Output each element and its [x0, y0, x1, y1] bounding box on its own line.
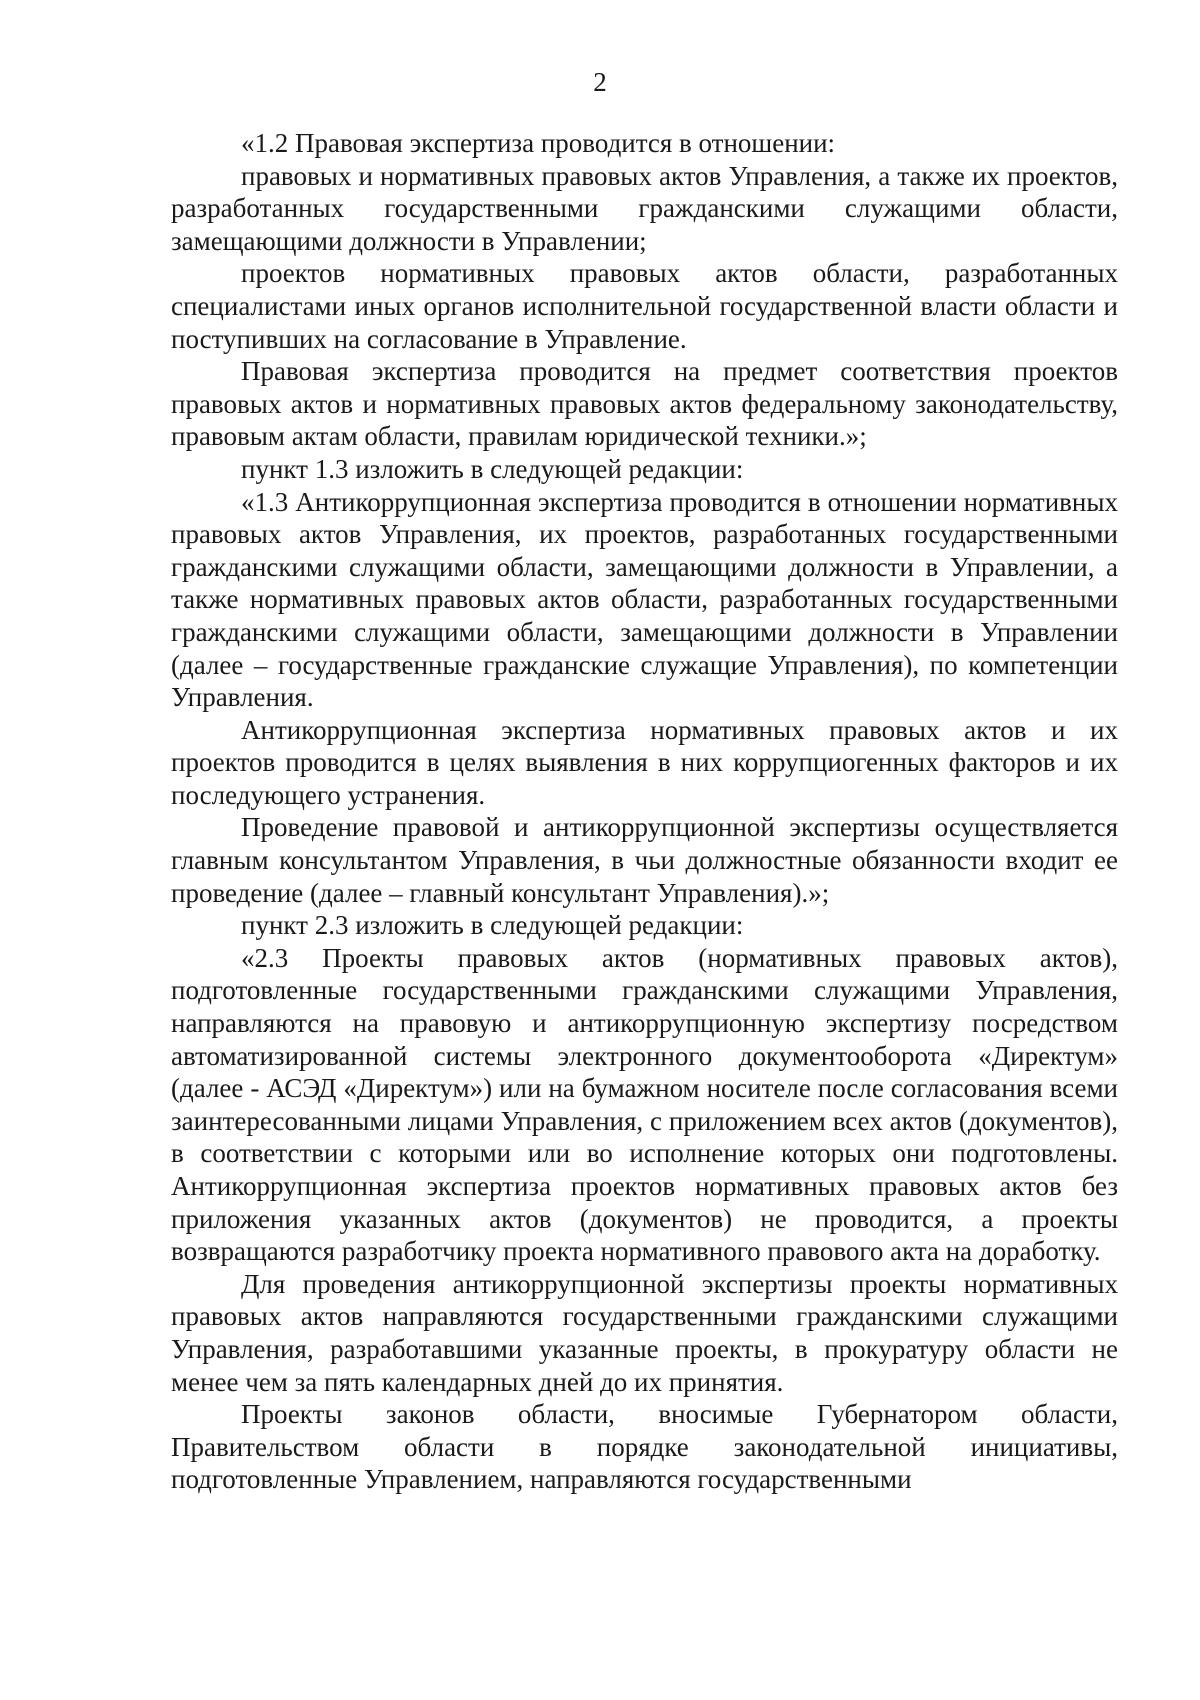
paragraph: Правовая экспертиза проводится на предмет соответствия проектов правовых актов и нормативных правовых актов федеральному законодательству, правовым актам области, правилам юридической техники.»;	[171, 356, 1118, 452]
paragraph: «1.3 Антикоррупционная экспертиза проводится в отношении нормативных правовых актов Управления, их проектов, разработанных государственными гражданскими служащими области, замещающими должности в Управлении, а также нормативных правовых актов области, разработанных государственными гражданскими служащими области, замещающими должности в Управлении (далее – государственные гражданские служащие Управления), по компетенции Управления.	[171, 486, 1118, 713]
paragraph: правовых и нормативных правовых актов Управления, а также их проектов, разработанных государственными гражданскими служащими области, замещающими должности в Управлении;	[171, 160, 1118, 256]
paragraph: Проведение правовой и антикоррупционной экспертизы осуществляется главным консультантом Управления, в чьи должностные обязанности входит ее проведение (далее – главный консультант Управления).»;	[171, 812, 1118, 908]
paragraph: «2.3 Проекты правовых актов (нормативных правовых актов), подготовленные государственными гражданскими служащими Управления, направляются на правовую и антикоррупционную экспертизу посредством автоматизированной системы электронного документооборота «Директум» (далее - АСЭД «Директум») или на бумажном носителе после согласования всеми заинтересованными лицами Управления, с приложением всех актов (документов), в соответствии с которыми или во исполнение которых они подготовлены. Антикоррупционная экспертиза проектов нормативных правовых актов без приложения указанных актов (документов) не проводится, а проекты возвращаются разработчику проекта нормативного правового акта на доработку.	[171, 942, 1118, 1267]
page-number: 2	[593, 67, 607, 97]
paragraph: пункт 1.3 изложить в следующей редакции:	[241, 453, 744, 484]
document-body	[171, 127, 1118, 1496]
paragraph: Для проведения антикоррупционной экспертизы проекты нормативных правовых актов направляются государственными гражданскими служащими Управления, разработавшими указанные проекты, в прокуратуру области не менее чем за пять календарных дней до их принятия.	[171, 1268, 1118, 1397]
paragraph: проектов нормативных правовых актов области, разработанных специалистами иных органов исполнительной государственной власти области и поступивших на согласование в Управление.	[171, 258, 1118, 354]
paragraph: Антикоррупционная экспертиза нормативных правовых актов и их проектов проводится в целях выявления в них коррупциогенных факторов и их последующего устранения.	[171, 714, 1118, 810]
paragraph: пункт 2.3 изложить в следующей редакции:	[241, 910, 744, 941]
paragraph: Проекты законов области, вносимые Губернатором области, Правительством области в порядке законодательной инициативы, подготовленные Управлением, направляются государственными	[171, 1399, 1118, 1495]
paragraph: «1.2 Правовая экспертиза проводится в отношении:	[241, 128, 836, 158]
